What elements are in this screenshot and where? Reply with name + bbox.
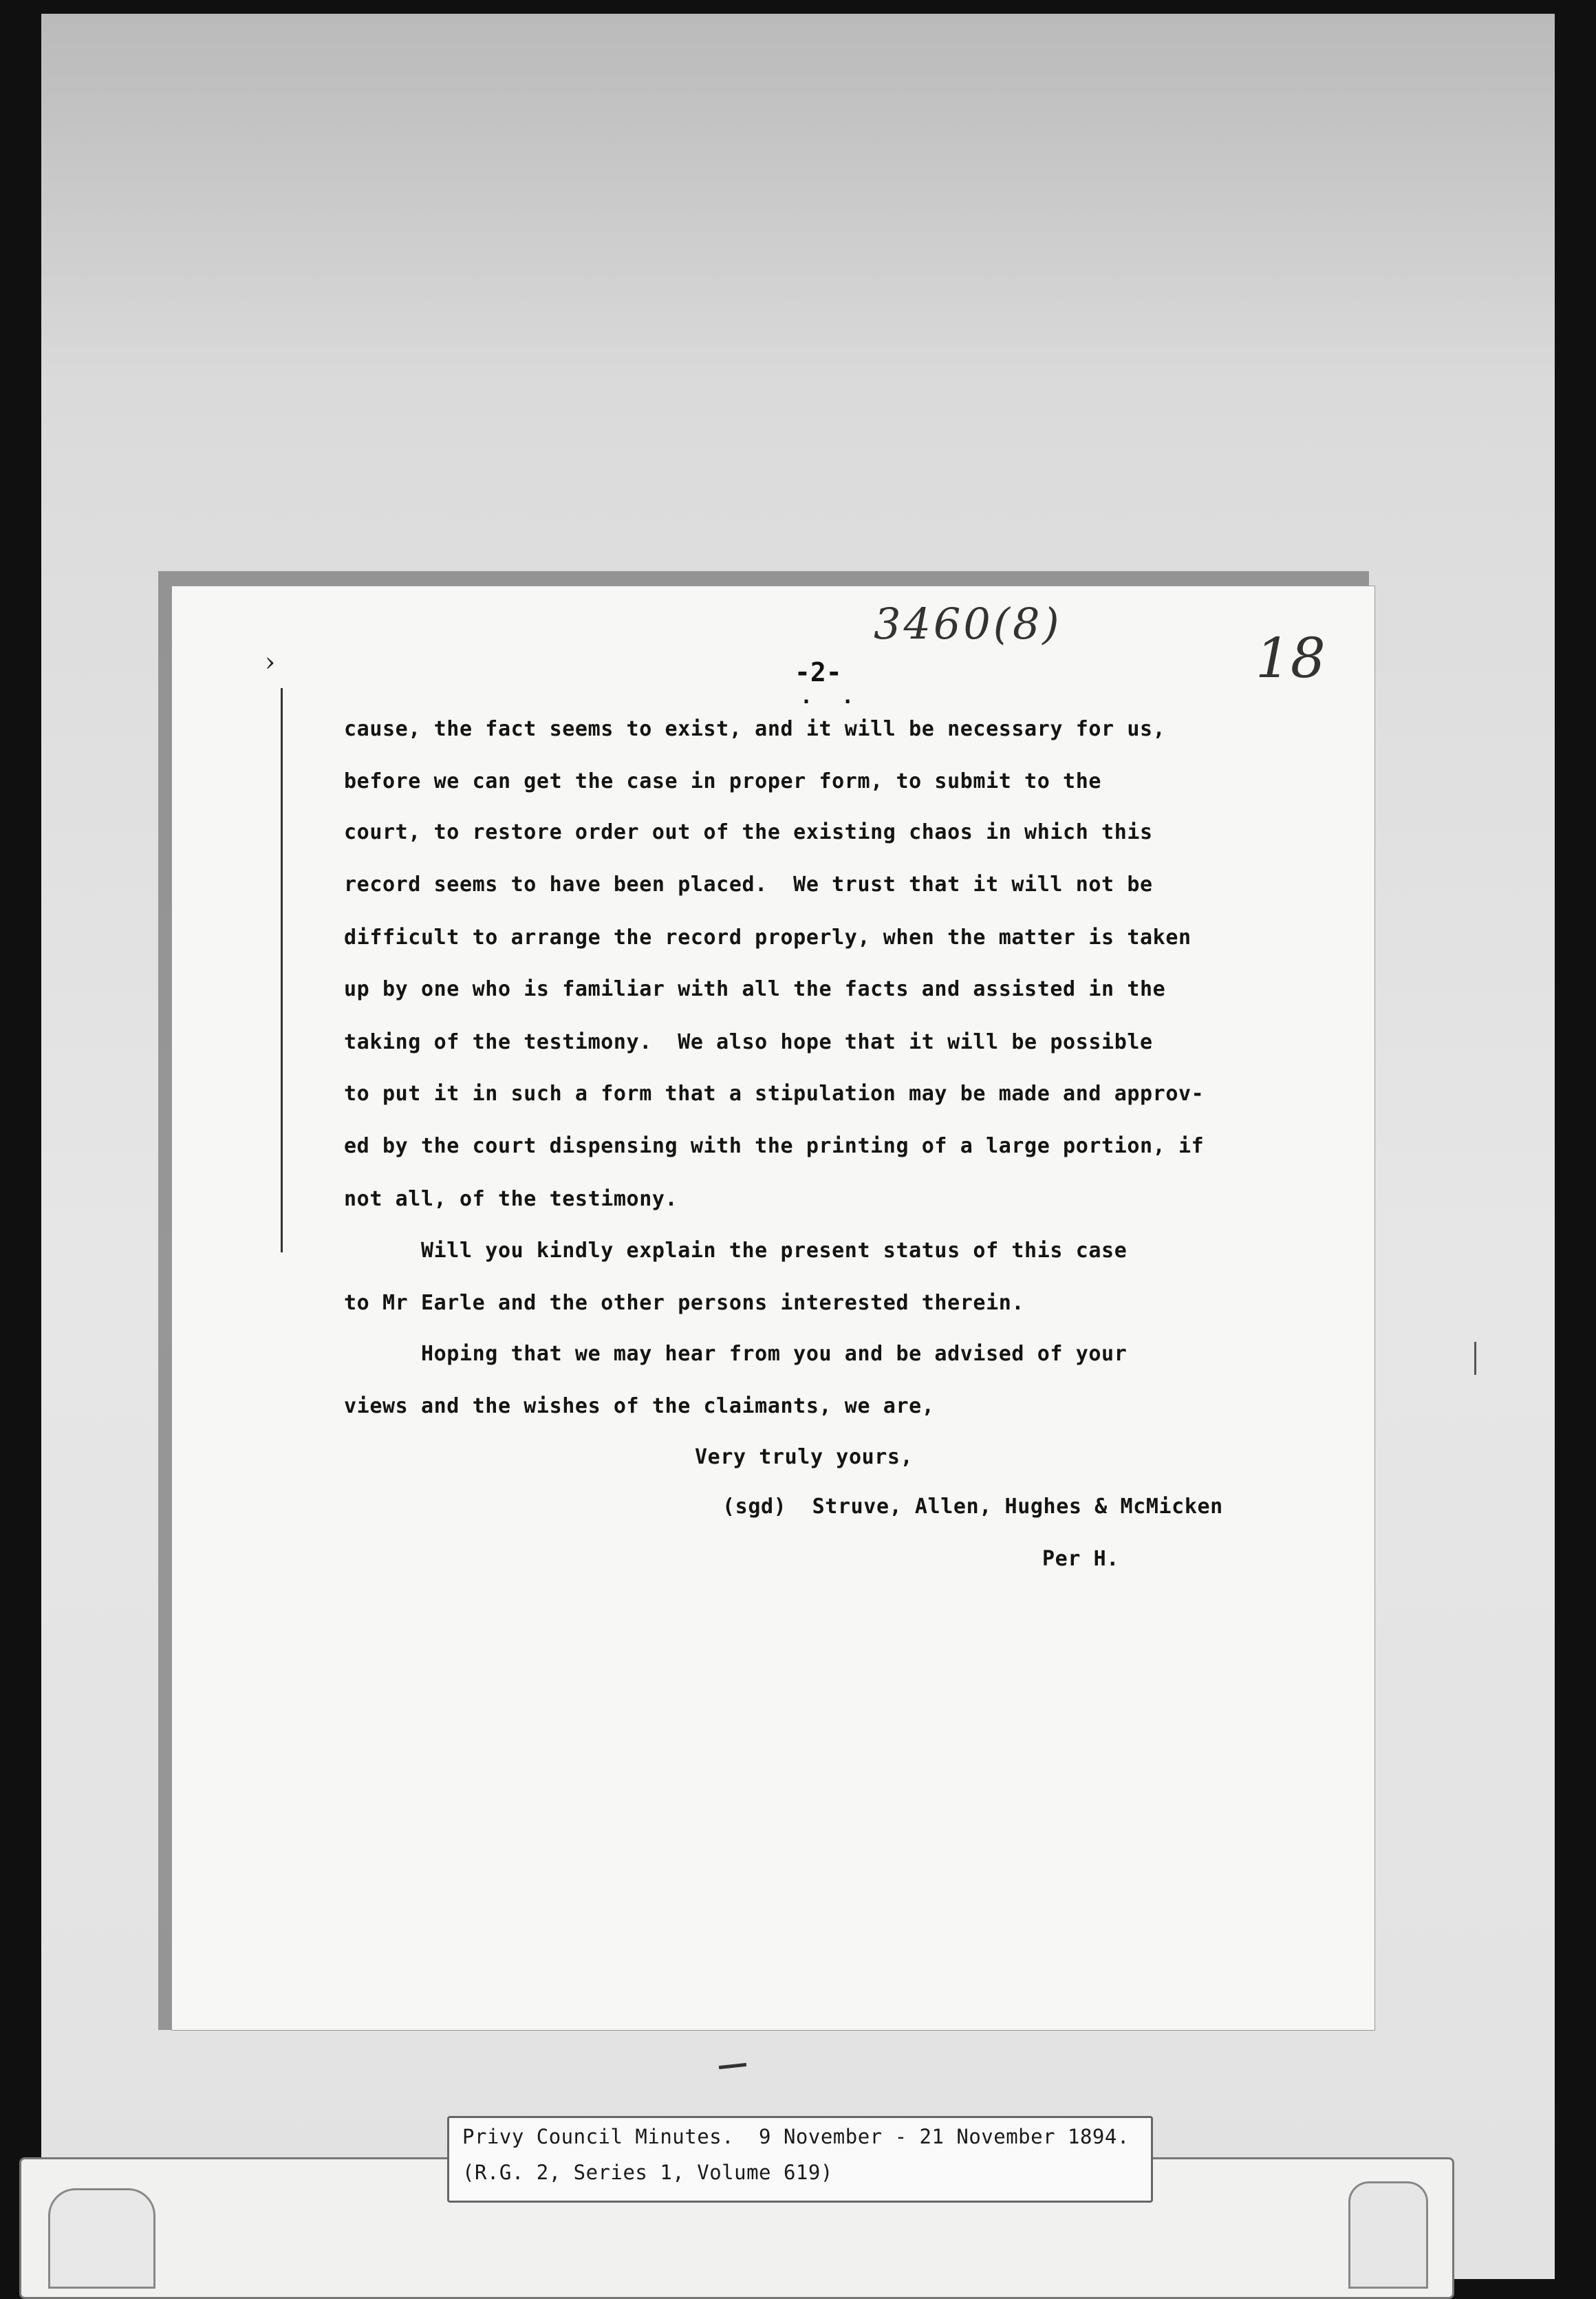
film-holder-tab-right	[1348, 2181, 1428, 2289]
film-holder-tab-left	[48, 2188, 155, 2289]
body-line: Will you kindly explain the present status of this case	[344, 1239, 1128, 1263]
handwritten-folio-number: 18	[1255, 626, 1326, 690]
body-line: taking of the testimony. We also hope that it will be possible	[344, 1030, 1153, 1054]
body-line: before we can get the case in proper form, to submit to the	[344, 769, 1102, 793]
body-line: to put it in such a form that a stipulation may be made and approv-	[344, 1082, 1205, 1106]
background-shading	[41, 14, 1555, 372]
body-line: not all, of the testimony.	[344, 1187, 678, 1211]
closing-salutation: Very truly yours,	[695, 1445, 914, 1469]
archive-caption-line-2: (R.G. 2, Series 1, Volume 619)	[462, 2161, 833, 2184]
body-line: difficult to arrange the record properly, when the matter is taken	[344, 926, 1191, 950]
archive-caption-line-1: Privy Council Minutes. 9 November - 21 November 1894.	[462, 2125, 1130, 2148]
body-line: court, to restore order out of the existing chaos in which this	[344, 820, 1153, 844]
body-line: views and the wishes of the claimants, we are,	[344, 1394, 935, 1418]
margin-rule	[281, 688, 283, 1252]
body-line: ed by the court dispensing with the printing of a large portion, if	[344, 1134, 1205, 1158]
page-number-dots: . .	[800, 685, 863, 709]
handwritten-reference-number: 3460(8)	[874, 599, 1062, 649]
page-number: -2-	[795, 657, 842, 687]
body-line: to Mr Earle and the other persons interested therein.	[344, 1291, 1025, 1315]
body-line: record seems to have been placed. We trust that it will not be	[344, 873, 1153, 897]
body-line: up by one who is familiar with all the facts and assisted in the	[344, 977, 1166, 1001]
signature-block: (sgd) Struve, Allen, Hughes & McMicken	[722, 1495, 1223, 1519]
body-line: Hoping that we may hear from you and be advised of your	[344, 1342, 1128, 1366]
edge-mark	[1474, 1342, 1476, 1375]
signature-per: Per H.	[1042, 1547, 1119, 1571]
margin-mark: ›	[265, 647, 276, 677]
body-line: cause, the fact seems to exist, and it will be necessary for us,	[344, 717, 1166, 741]
